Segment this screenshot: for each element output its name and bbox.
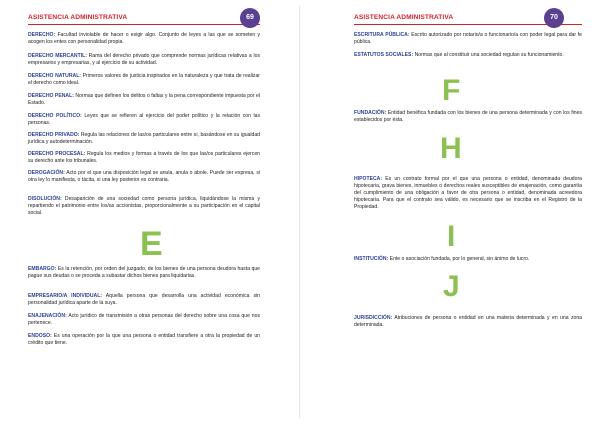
glossary-entry xyxy=(28,293,260,307)
glossary-entry xyxy=(354,52,582,59)
entry-definition: Aquella persona que desarrolla una actividad económica sin personalidad jurídica aparte de la suya. xyxy=(28,293,260,306)
entry-definition: Regula los medios y formas a través de los que las/os particulares ejercen su derecho ante los tribunales. xyxy=(28,151,261,164)
entry-term: DERECHO PENAL: xyxy=(28,93,74,99)
header-divider xyxy=(28,24,260,25)
glossary-entry xyxy=(28,170,260,184)
entry-definition: Desaparición de una sociedad como persona jurídica, liquidándose la misma y repartiendo el patrimonio entre los/as accionistas, proporcionalmente a su participación en el capital social. xyxy=(28,196,260,216)
entry-term: ESTATUTOS SOCIALES: xyxy=(354,52,414,58)
entry-definition: Regula las relaciones de las/os particulares entre sí, basándose en su igualdad jurídica y autodeterminación. xyxy=(28,132,260,145)
entry-definition: Acto jurídico de transmisión a otras personas del derecho sobre una cosa que nos pertenece. xyxy=(28,313,260,326)
glossary-entry xyxy=(28,113,260,127)
section-letter: H xyxy=(440,132,462,165)
entry-term: JURISDICCIÓN: xyxy=(354,315,393,321)
entry-term: EMBARGO: xyxy=(28,266,57,272)
entry-definition: Leyes que se refieren al ejercicio del poder político y la relación con las personas. xyxy=(28,113,260,126)
entry-term: ENAJENACIÓN: xyxy=(28,313,67,319)
section-letter: E xyxy=(140,225,163,263)
entry-term: DERECHO PRIVADO: xyxy=(28,132,80,138)
entry-term: DERECHO POLÍTICO: xyxy=(28,113,82,119)
glossary-entry xyxy=(28,93,260,107)
glossary-entry xyxy=(354,32,582,46)
entry-definition: Facultad inviolable de hacer o exigir algo. Conjunto de leyes a las que se someten y acogen los entes con personalidad propia. xyxy=(28,32,260,45)
right-page xyxy=(300,0,600,424)
entry-definition: Acto por el que una disposición legal se anula, anula o abole. Puede ser expresa, si otra ley lo manifiesta, o tácita, si una ley posterior es contraria. xyxy=(28,170,260,183)
section-letter: F xyxy=(442,74,461,107)
glossary-entry xyxy=(354,176,582,211)
entry-term: INSTITUCIÓN: xyxy=(354,256,389,262)
entry-term: FUNDACIÓN: xyxy=(354,110,387,116)
entry-term: DERECHO MERCANTIL: xyxy=(28,53,87,59)
header-title: ASISTENCIA ADMINISTRATIVA xyxy=(354,14,454,21)
glossary-entry xyxy=(354,315,582,329)
glossary-entry xyxy=(28,333,260,347)
entry-definition: Entidad benéfica fundada con los bienes de una persona determinada y con los fines establecidos por ésta. xyxy=(354,110,582,123)
entry-definition: Primeros valores de justicia inspirados en la naturaleza y que trata de realizar el derecho como ideal. xyxy=(28,73,260,86)
entry-term: DERECHO PROCESAL: xyxy=(28,151,86,157)
glossary-entry xyxy=(28,196,260,217)
entry-term: DERECHO: xyxy=(28,32,56,38)
page-number-badge: 69 xyxy=(240,8,260,28)
glossary-entry xyxy=(354,110,582,124)
entry-definition: Es una operación por la que una persona o entidad transfiere a otra la propiedad de un crédito que tiene. xyxy=(28,333,260,346)
glossary-entry xyxy=(28,132,260,146)
glossary-entry xyxy=(28,151,260,165)
glossary-entry xyxy=(28,313,260,327)
entry-term: HIPOTECA: xyxy=(354,176,383,182)
section-letter: J xyxy=(443,270,460,303)
entry-definition: Normas que definen los delitos o faltas y la pena correspondiente impuesta por el Estado. xyxy=(28,93,260,106)
entry-definition: Es un contrato formal por el que una persona o entidad, denominada deudora hipotecaria, grava bienes, inmuebles o derechos reales susceptibles de enajenación, como garantía del cumplimiento de una obligación a favor de otra persona o entidad, denominada acreedora hipotecaria. Para que el contrato sea válido, es necesario que se inscriba en el Registro de la Propiedad. xyxy=(354,176,582,210)
entry-definition: Escrito autorizado por notario/a o funcionario/a con poder legal para dar fe pública. xyxy=(354,32,582,45)
entry-term: EMPRESARIO/A INDIVIDUAL: xyxy=(28,293,103,299)
entry-definition: Atribuciones de persona o entidad en una materia determinada y en una zona determinada. xyxy=(354,315,582,328)
entry-definition: Ente o asociación fundada, por lo general, sin ánimo de lucro. xyxy=(388,256,530,262)
entry-term: ESCRITURA PÚBLICA: xyxy=(354,32,410,38)
glossary-entry xyxy=(28,32,260,46)
glossary-entry xyxy=(28,73,260,87)
entry-definition: Rama del derecho privado que comprende normas jurídicas relativas a los empresarios y empresarias, y al ejercicio de su actividad. xyxy=(28,53,261,66)
header-title: ASISTENCIA ADMINISTRATIVA xyxy=(28,14,128,21)
entry-term: DERECHO NATURAL: xyxy=(28,73,81,79)
entry-definition: Normas que al constituir una sociedad regulan su funcionamiento. xyxy=(413,52,564,58)
page-number-badge: 70 xyxy=(544,8,564,28)
entry-term: ENDOSO: xyxy=(28,333,52,339)
section-letter: I xyxy=(447,220,456,253)
glossary-entry xyxy=(354,256,582,263)
entry-term: DISOLUCIÓN: xyxy=(28,196,62,202)
glossary-entry xyxy=(28,53,260,67)
glossary-entry xyxy=(28,266,260,280)
entry-term: DEROGACIÓN: xyxy=(28,170,65,176)
entry-definition: Es la retención, por orden del juzgado, de los bienes de una persona deudora hasta que pague sus deudas o se proceda a subastar dichos bienes para liquidarlas. xyxy=(28,266,260,279)
